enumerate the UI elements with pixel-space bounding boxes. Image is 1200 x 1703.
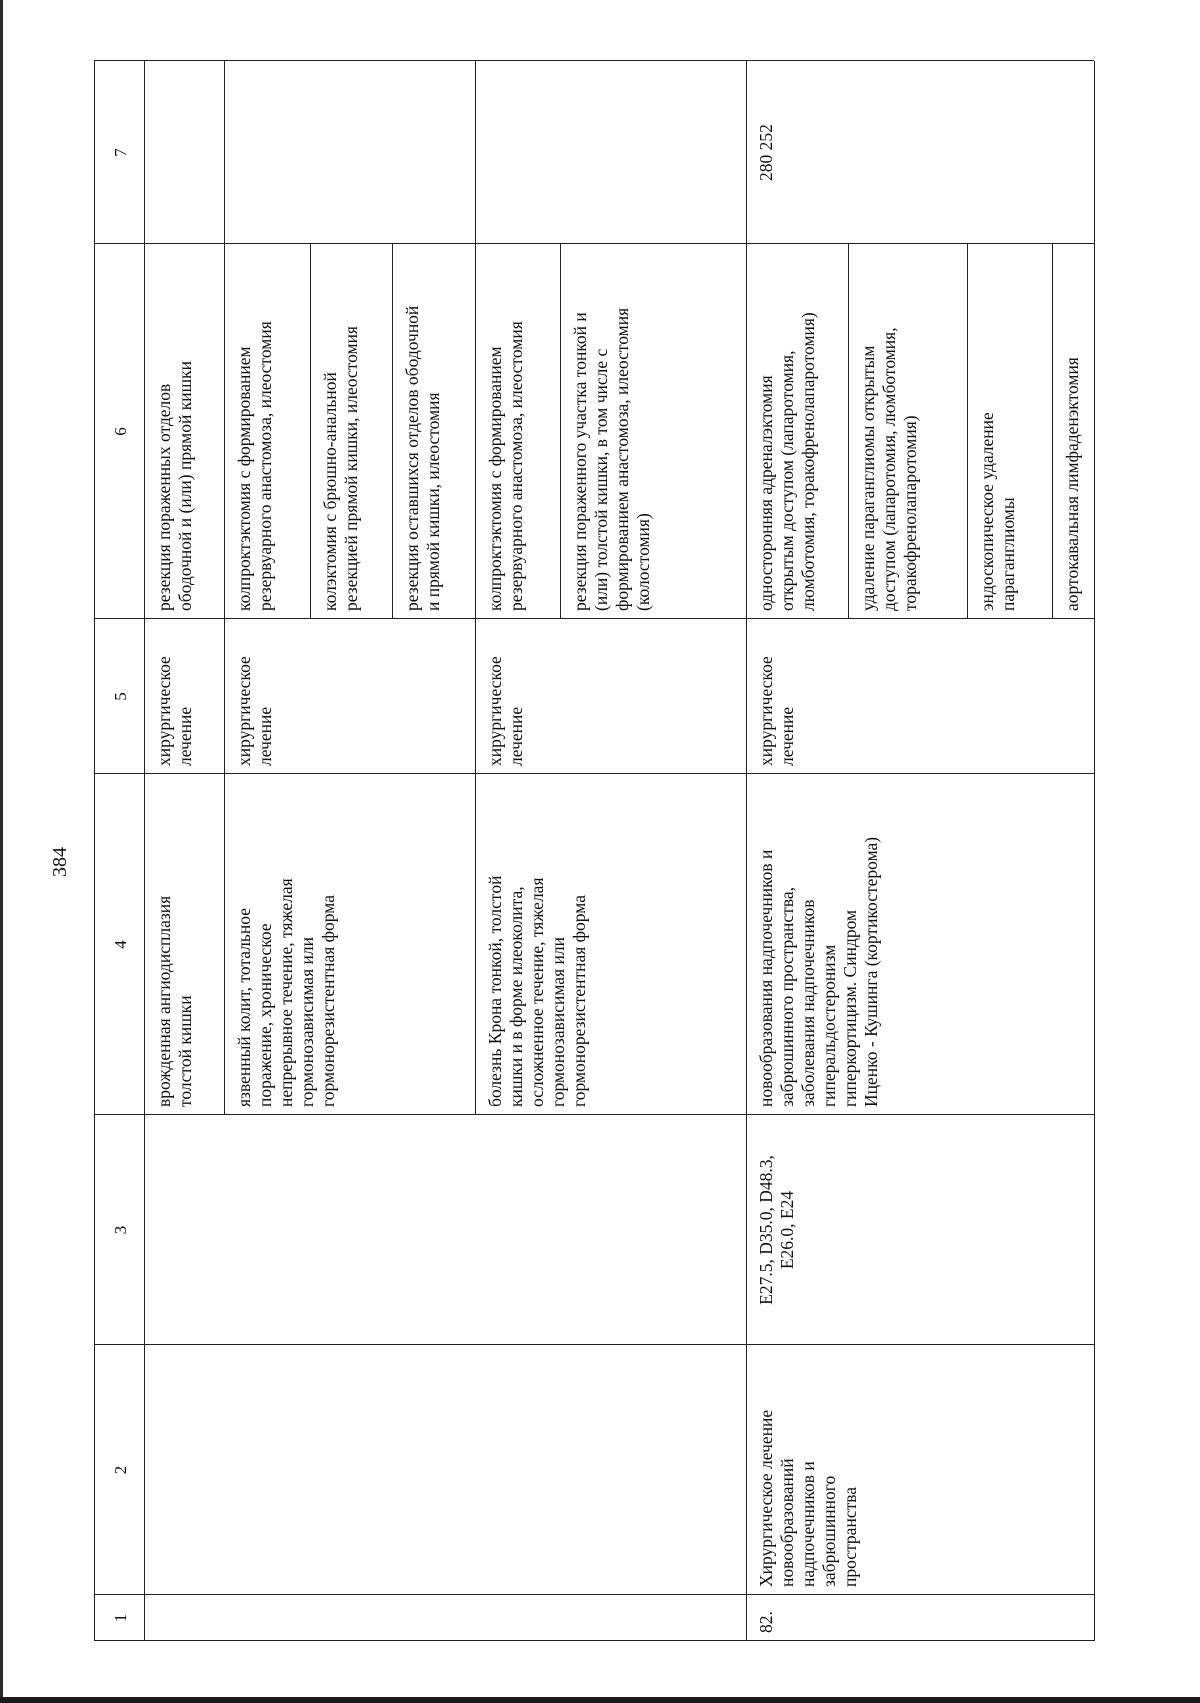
subrow-divider [392, 244, 393, 619]
header-col-1: 1 [111, 1613, 130, 1623]
diagnosis-cell: новообразования надпочечников и забрюшинного пространства, заболевания надпочечников гиперальдостеронизм гиперкортицизм. Синдром Иценко - Кушинга (кортикостерома) [756, 836, 881, 1107]
treatment-type-cell: хирургическое лечение [154, 656, 195, 766]
header-col-2: 2 [111, 1465, 130, 1475]
method-cell: эндоскопическое удаление параганглиомы [977, 412, 1018, 611]
subrow-divider [848, 244, 849, 619]
header-divider [144, 61, 145, 1641]
row-divider [224, 61, 225, 1115]
method-cell: колэктомия с брюшно-анальной резекцией прямой кишки, илеостомия [320, 326, 361, 611]
table-border-top [94, 61, 95, 1641]
diagnosis-cell: болезнь Крона тонкой, толстой кишки и в форме илеоколита, осложненное течение, тяжелая гормонозависимая или гормонорезистентная форма [485, 875, 589, 1107]
header-col-3: 3 [111, 1225, 130, 1235]
subrow-divider [1052, 244, 1053, 619]
subrow-divider [967, 244, 968, 619]
row-divider [746, 61, 747, 1641]
subrow-divider [560, 244, 561, 619]
header-col-4: 4 [111, 940, 130, 949]
column-divider [94, 1594, 1094, 1595]
method-cell: односторонняя адреналэктомия открытым доступом (лапаротомия, люмботомия, торакофренолапаротомия) [756, 312, 818, 611]
medical-care-table [94, 61, 1094, 1641]
table-border-right [94, 60, 1094, 61]
method-cell: удаление параганглиомы открытым доступом (лапаротомия, люмботомия, торакофренолапаротомия) [858, 327, 920, 611]
diagnosis-cell: врожденная ангиодисплазия толстой кишки [154, 895, 195, 1107]
page-number: 384 [49, 847, 71, 877]
diagnosis-cell: язвенный колит, тотальное поражение, хроническое непрерывное течение, тяжелая гормонозависимая или гормонорезистентная форма [234, 878, 338, 1107]
treatment-type-cell: хирургическое лечение [756, 656, 797, 766]
header-col-7: 7 [111, 148, 130, 157]
table-border-bottom [1094, 61, 1095, 1641]
treatment-type-cell: хирургическое лечение [234, 656, 275, 766]
method-cell: резекция пораженных отделов ободочной и (или) прямой кишки [154, 361, 195, 611]
method-cell: аортокавальная лимфаденэктомия [1062, 357, 1082, 611]
header-col-5: 5 [111, 692, 130, 701]
table-border-left [94, 1640, 1094, 1641]
scan-edge-bottom [0, 1697, 1200, 1703]
scan-edge-left [0, 0, 3, 1703]
treatment-type-cell: хирургическое лечение [485, 656, 526, 766]
method-cell: резекция оставшихся отделов ободочной и прямой кишки, илеостомия [402, 305, 443, 611]
column-divider [94, 1344, 1094, 1345]
method-cell: резекция пораженного участка тонкой и (или) толстой кишки, в том числе с формированием анастомоза, илеостомия (колостомия) [570, 307, 653, 611]
row-number-cell: 82. [756, 1611, 776, 1633]
method-cell: колпроктэктомия с формированием резервуарного анастомоза, илеостомия [234, 321, 275, 611]
care-profile-cell: Хирургическое лечение новообразований надпочечников и забрюшинного пространства [756, 1409, 860, 1587]
cost-cell: 280 252 [756, 124, 776, 181]
header-col-6: 6 [111, 427, 130, 436]
subrow-divider [310, 244, 311, 619]
method-cell: колпроктэктомия с формированием резервуарного анастомоза, илеостомия [485, 321, 526, 611]
row-divider [475, 61, 476, 1115]
icd-codes-cell: E27.5, D35.0, D48.3, E26.0, E24 [756, 1155, 797, 1305]
